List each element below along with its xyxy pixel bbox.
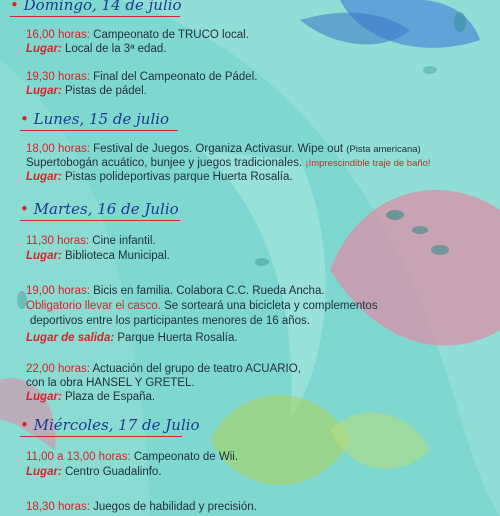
header-underline — [20, 436, 182, 437]
event-line — [26, 70, 257, 84]
place-value: Centro Guadalinfo. — [64, 466, 162, 478]
event-place-line — [26, 170, 293, 184]
event-description: Supertobogán acuático, bunjee y juegos tradicionales. — [26, 157, 303, 169]
header-underline — [20, 220, 180, 221]
header-underline — [20, 130, 178, 131]
event-place-line — [26, 465, 162, 479]
place-value: Pistas de pádel. — [64, 85, 147, 97]
day-header-text: Miércoles, 17 de Julio — [33, 416, 200, 434]
event-place-line — [26, 249, 170, 263]
place-value: Local de la 3ª edad. — [64, 43, 167, 55]
place-label: Lugar: — [26, 391, 62, 403]
day-header-lunes — [20, 110, 169, 128]
day-header-domingo — [10, 0, 182, 14]
event-time: 22,00 horas: — [26, 363, 90, 375]
event-line — [26, 156, 431, 171]
event-description: deportivos entre los participantes menores de 16 años. — [30, 315, 310, 327]
place-label: Lugar: — [26, 466, 62, 478]
place-value: Plaza de España. — [64, 391, 156, 403]
event-time: 19,00 horas: — [26, 285, 90, 297]
event-description: Bicis en familia. Colabora C.C. Rueda Ancha. — [93, 285, 325, 297]
place-value: Pistas polideportivas parque Huerta Rosalía. — [64, 171, 293, 183]
event-line — [26, 450, 238, 464]
event-line — [26, 299, 378, 313]
event-line — [30, 314, 310, 328]
event-place-line — [26, 331, 238, 345]
event-time: 11,00 a 13,00 horas: — [26, 451, 131, 463]
event-description: Final del Campeonato de Pádel. — [93, 71, 258, 83]
event-place-line — [26, 84, 147, 98]
event-line — [26, 376, 195, 390]
event-description: Festival de Juegos. Organiza Activasur. Wipe out — [93, 143, 344, 155]
day-header-text: Martes, 16 de Julio — [33, 200, 179, 218]
event-time: 16,00 horas: — [26, 29, 90, 41]
place-value: Parque Huerta Rosalía. — [117, 332, 238, 344]
event-place-line — [26, 390, 155, 404]
event-description: Juegos de habilidad y precisión. — [93, 501, 257, 513]
header-bullet: • — [20, 110, 29, 128]
event-time: 11,30 horas: — [26, 235, 90, 247]
day-header-text: Lunes, 15 de julio — [33, 110, 170, 128]
event-warning: Obligatorio llevar el casco. — [26, 300, 161, 312]
event-place-line — [26, 42, 166, 56]
day-header-martes — [20, 200, 179, 218]
event-note: (Pista americana) — [346, 144, 421, 155]
event-line — [26, 284, 325, 298]
event-time: 18,00 horas: — [26, 143, 90, 155]
place-label: Lugar: — [26, 85, 62, 97]
event-line — [26, 234, 156, 248]
event-line — [26, 142, 421, 157]
header-bullet: • — [20, 200, 29, 218]
place-label: Lugar: — [26, 171, 62, 183]
event-warning: ¡Imprescindible traje de baño! — [305, 158, 431, 169]
header-bullet: • — [10, 0, 19, 14]
event-description: Cine infantil. — [92, 235, 156, 247]
place-value: Biblioteca Municipal. — [64, 250, 170, 262]
event-description: Campeonato de Wii. — [133, 451, 239, 463]
event-line — [26, 362, 301, 376]
event-time: 19,30 horas: — [26, 71, 90, 83]
header-bullet: • — [20, 416, 29, 434]
event-description: Se sorteará una bicicleta y complementos — [164, 300, 378, 312]
event-line — [26, 500, 257, 514]
day-header-text: Domingo, 14 de julio — [23, 0, 182, 14]
event-line — [26, 28, 249, 42]
place-label: Lugar: — [26, 43, 62, 55]
place-label: Lugar: — [26, 250, 62, 262]
header-underline — [10, 16, 180, 17]
event-description: con la obra HANSEL Y GRETEL. — [26, 377, 195, 389]
event-description: Actuación del grupo de teatro ACUARIO, — [92, 363, 301, 375]
day-header-miercoles — [20, 416, 200, 434]
place-label: Lugar de salida: — [26, 332, 115, 344]
event-description: Campeonato de TRUCO local. — [93, 29, 249, 41]
event-time: 18,30 horas: — [26, 501, 90, 513]
